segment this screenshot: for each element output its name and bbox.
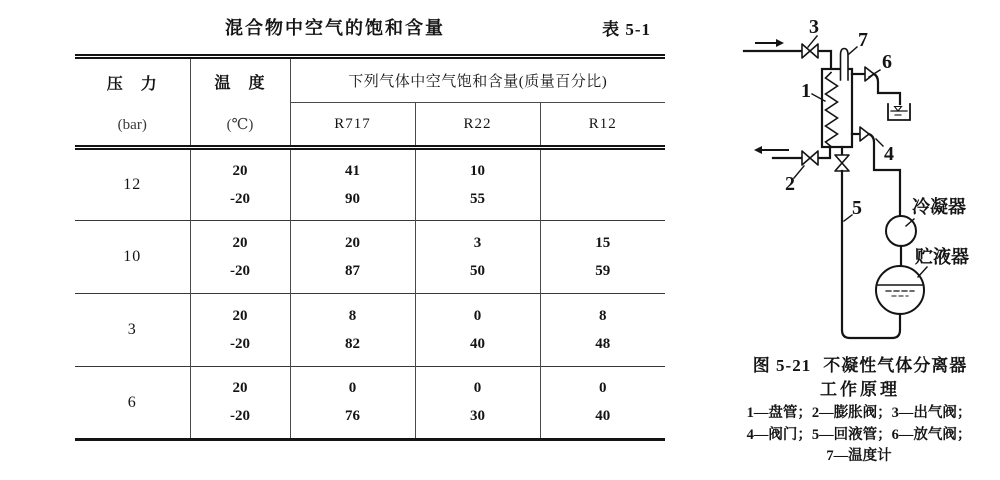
gas-header-r22: R22 — [415, 103, 540, 148]
r12-value: 59 — [595, 262, 611, 279]
r22-stack — [416, 164, 540, 207]
r22-stack — [416, 236, 540, 279]
gas-span-header: 下列气体中空气饱和含量(质量百分比) — [290, 57, 665, 103]
flow-arrow-icon — [754, 146, 788, 154]
outlet-valve-icon — [802, 44, 818, 58]
expansion-valve-icon — [802, 151, 818, 165]
temp-value: 20 — [232, 307, 248, 324]
pressure-header-cell — [75, 57, 190, 148]
r717-value: 0 — [348, 380, 357, 396]
r717-value: 87 — [345, 262, 360, 279]
temp-value: -20 — [230, 408, 250, 424]
temp-value: 20 — [232, 380, 248, 396]
r717-value: 82 — [345, 335, 360, 352]
r12-value — [541, 192, 666, 207]
figure-title: 不凝性气体分离器 — [823, 356, 968, 375]
r717-value: 41 — [345, 162, 360, 179]
part-label-5: 5 — [852, 197, 862, 219]
receiver-label: 贮液器 — [915, 247, 969, 267]
r22-value: 10 — [470, 162, 485, 179]
temp-value: 20 — [232, 234, 248, 251]
r12-value: 15 — [595, 234, 611, 251]
receiver-icon — [876, 266, 924, 314]
part-label-7: 7 — [858, 29, 868, 51]
leader-receiver — [918, 267, 927, 277]
temp-stack — [191, 309, 290, 352]
temperature-unit: (℃) — [226, 117, 254, 133]
r12-value — [541, 164, 666, 179]
water-tank-icon — [888, 104, 910, 120]
figure-legend — [720, 403, 998, 468]
temp-stack — [191, 236, 290, 279]
r22-value: 0 — [473, 307, 482, 324]
r717-stack — [291, 164, 415, 207]
table-row — [75, 294, 665, 367]
r12-value: 8 — [599, 307, 607, 324]
temp-value: 20 — [232, 162, 248, 179]
condenser-label: 冷凝器 — [912, 197, 966, 217]
r12-value: 48 — [595, 335, 611, 352]
gas-header-r717: R717 — [290, 103, 415, 148]
valve-4-icon — [860, 127, 869, 141]
r717-stack — [291, 236, 415, 279]
part-label-3: 3 — [809, 16, 819, 38]
r12-value: 40 — [595, 408, 611, 424]
r22-value: 55 — [470, 190, 485, 207]
figure-caption — [728, 351, 992, 376]
temperature-header: 温 度 — [214, 75, 266, 92]
pressure-unit: (bar) — [117, 116, 147, 133]
legend-line: 7—温度计 — [826, 448, 892, 464]
r22-value: 30 — [470, 408, 485, 424]
part-label-6: 6 — [882, 51, 892, 73]
temp-value: -20 — [230, 190, 250, 207]
r717-stack — [291, 309, 415, 352]
gas-header-r12: R12 — [588, 115, 617, 132]
r22-stack — [416, 381, 540, 424]
table-title-row — [75, 14, 665, 40]
r12-value: 0 — [599, 380, 607, 396]
leader-7 — [849, 47, 857, 54]
table-row — [75, 367, 665, 440]
r12-stack — [541, 309, 666, 352]
figure-subtitle: 工作原理 — [820, 380, 900, 399]
r12-stack — [541, 236, 666, 279]
leader-2 — [794, 166, 804, 178]
r717-value: 20 — [345, 234, 360, 251]
table-row — [75, 148, 665, 221]
table-number: 表 5-1 — [602, 20, 651, 39]
pressure-value: 12 — [75, 148, 190, 221]
pressure-value: 3 — [75, 294, 190, 367]
legend-line: 1—盘管；2—膨胀阀；3—出气阀； — [746, 405, 972, 421]
part-label-4: 4 — [884, 143, 894, 165]
flow-arrow-icon — [756, 39, 784, 47]
r22-stack — [416, 309, 540, 352]
r717-value: 8 — [348, 307, 357, 324]
pressure-value: 10 — [75, 221, 190, 294]
saturation-table — [75, 54, 665, 441]
r12-stack — [541, 381, 666, 424]
leader-4 — [876, 139, 883, 146]
figure-number: 图 5-21 — [752, 356, 812, 375]
table-header — [75, 57, 665, 148]
pressure-header: 压 力 — [106, 75, 158, 93]
legend-line: 4—阀门；5—回液管；6—放气阀； — [746, 426, 972, 443]
r12-stack — [541, 164, 666, 207]
temp-stack — [191, 381, 290, 424]
table-title: 混合物中空气的饱和含量 — [225, 18, 445, 38]
temp-value: -20 — [230, 262, 250, 279]
thermometer-icon — [841, 49, 849, 81]
temp-stack — [191, 164, 290, 207]
part-label-1: 1 — [801, 80, 811, 102]
bottom-valve-icon — [835, 155, 849, 171]
table-body — [75, 148, 665, 440]
temperature-header-cell — [190, 57, 290, 148]
pressure-value: 6 — [75, 367, 190, 440]
r717-stack — [291, 381, 415, 424]
r22-value: 0 — [473, 380, 482, 396]
r717-value: 90 — [345, 190, 360, 207]
part-label-2: 2 — [785, 173, 795, 195]
temp-value: -20 — [230, 335, 250, 352]
leader-5 — [844, 215, 852, 221]
r22-value: 3 — [473, 234, 482, 251]
r22-value: 40 — [470, 335, 485, 352]
vent-outlet-pipe — [874, 74, 900, 104]
table-row — [75, 221, 665, 294]
r717-value: 76 — [345, 408, 360, 424]
r22-value: 50 — [470, 262, 485, 279]
separator-schematic — [730, 0, 1000, 348]
